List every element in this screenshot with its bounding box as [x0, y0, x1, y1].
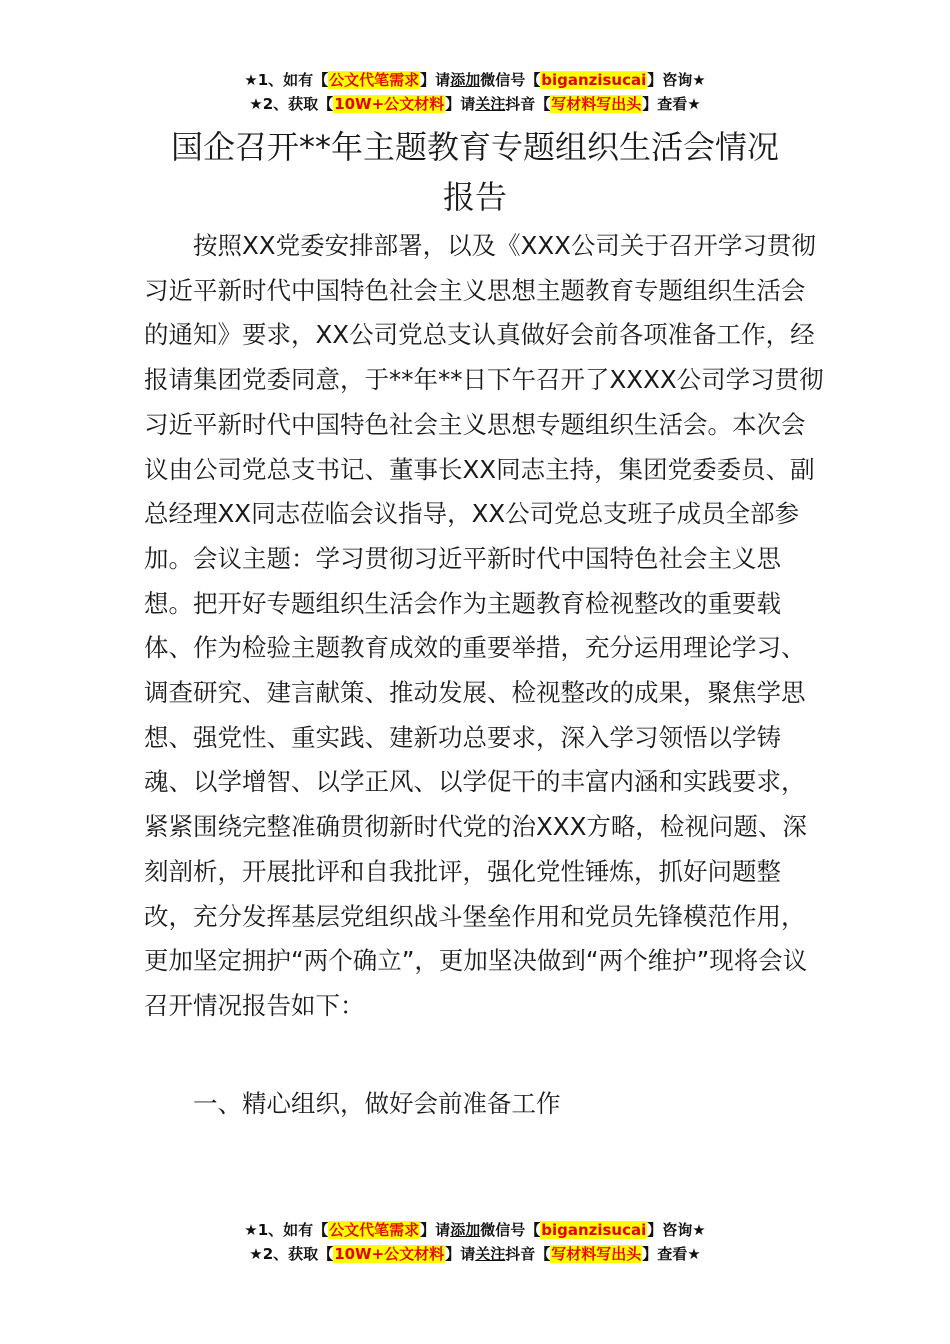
title-line-1: 国企召开**年主题教育专题组织生活会情况: [170, 128, 779, 166]
promo-highlight: 写材料写出头: [551, 95, 642, 113]
promo-banner-bottom: [0, 1218, 950, 1266]
promo-text: 】查看★: [642, 1245, 701, 1263]
promo-line-1: [0, 68, 950, 92]
promo-line-2: [0, 92, 950, 116]
promo-text: 】请: [445, 95, 476, 113]
promo-highlight: 公文代笔需求: [329, 1221, 420, 1239]
promo-highlight: 10W+公文材料: [334, 1245, 445, 1263]
promo-text: 微信号【: [480, 71, 541, 89]
promo-text: 】查看★: [642, 95, 701, 113]
promo-text: ★1、如有【: [244, 1221, 329, 1239]
promo-highlight: 10W+公文材料: [334, 95, 445, 113]
promo-text: 】咨询★: [647, 1221, 706, 1239]
promo-highlight: 写材料写出头: [551, 1245, 642, 1263]
promo-text: 微信号【: [480, 1221, 541, 1239]
promo-banner-top: [0, 68, 950, 116]
promo-highlight: 公文代笔需求: [329, 71, 420, 89]
document-title: [120, 122, 830, 222]
promo-text: 抖音【: [505, 95, 551, 113]
promo-underlined: 关注: [475, 1245, 506, 1263]
promo-underlined: 添加: [450, 71, 481, 89]
promo-text: ★1、如有【: [244, 71, 329, 89]
promo-text: 】请: [420, 71, 451, 89]
promo-text: 】咨询★: [647, 71, 706, 89]
promo-text: ★2、获取【: [249, 95, 334, 113]
promo-text: ★2、获取【: [249, 1245, 334, 1263]
promo-text: 】请: [445, 1245, 476, 1263]
promo-text: 抖音【: [505, 1245, 551, 1263]
promo-line-2: [0, 1242, 950, 1266]
body-paragraph: 按照XX党委安排部署，以及《XXX公司关于召开学习贯彻习近平新时代中国特色社会主义思想主题教育专题组织生活会的通知》要求，XX公司党总支认真做好会前各项准备工作，经报请集团党委同意，于**年**日下午召开了XXXX公司学习贯彻习近平新时代中国特色社会主义思想专题组织生活会。本次会议由公司党总支书记、董事长XX同志主持，集团党委委员、副总经理XX同志莅临会议指导，XX公司党总支班子成员全部参加。会议主题：学习贯彻习近平新时代中国特色社会主义思想。把开好专题组织生活会作为主题教育检视整改的重要载体、作为检验主题教育成效的重要举措，充分运用理论学习、调查研究、建言献策、推动发展、检视整改的成果，聚焦学思想、强党性、重实践、建新功总要求，深入学习领悟以学铸魂、以学增智、以学正风、以学促干的丰富内涵和实践要求，紧紧围绕完整准确贯彻新时代党的治XXX方略，检视问题、深刻剖析，开展批评和自我批评，强化党性锤炼，抓好问题整改，充分发挥基层党组织战斗堡垒作用和党员先锋模范作用，更加坚定拥护“两个确立”，更加坚决做到“两个维护”现将会议召开情况报告如下：: [144, 231, 824, 1020]
promo-highlight: biganzisucai: [541, 71, 647, 89]
promo-line-1: [0, 1218, 950, 1242]
title-line-2: 报告: [442, 178, 507, 216]
body-text: [144, 224, 824, 1029]
promo-highlight: biganzisucai: [541, 1221, 647, 1239]
section-heading-1: 一、精心组织，做好会前准备工作: [193, 1089, 561, 1118]
promo-underlined: 添加: [450, 1221, 481, 1239]
promo-text: 】请: [420, 1221, 451, 1239]
promo-underlined: 关注: [475, 95, 506, 113]
